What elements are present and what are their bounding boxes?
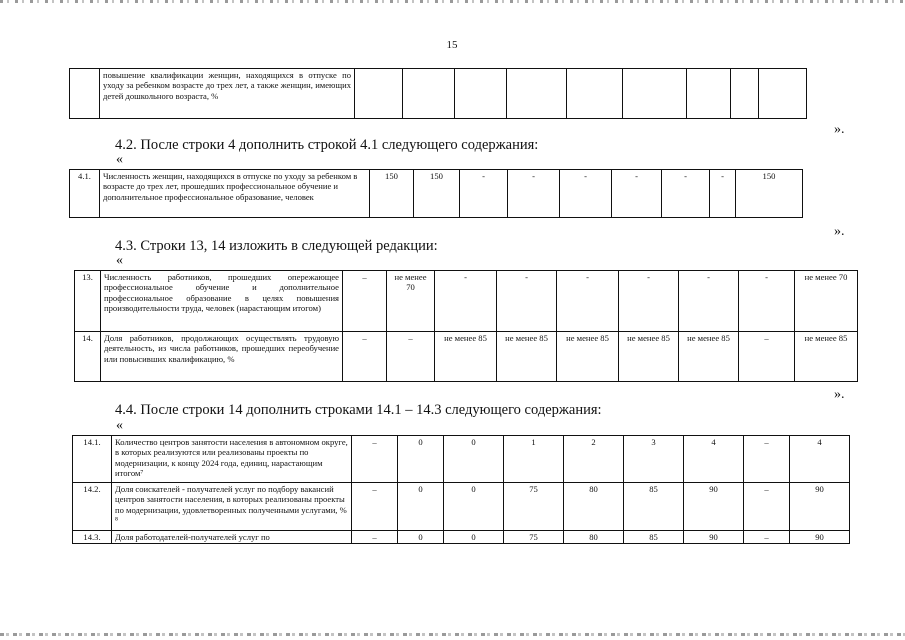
value-cell: 150 xyxy=(736,170,803,218)
value-cell: 85 xyxy=(624,531,684,544)
value-cell: 75 xyxy=(504,483,564,531)
value-cell: - xyxy=(435,271,497,332)
value-cell: не менее 85 xyxy=(795,332,858,382)
value-cell: 0 xyxy=(444,531,504,544)
table-row xyxy=(73,436,850,483)
section-heading-4-2: 4.2. После строки 4 дополнить строкой 4.1 следующего содержания: xyxy=(115,137,539,153)
value-cell: 85 xyxy=(624,483,684,531)
section-heading-4-4: 4.4. После строки 14 дополнить строками 14.1 – 14.3 следующего содержания: xyxy=(115,402,602,418)
value-cell: 90 xyxy=(684,531,744,544)
value-cell: 90 xyxy=(790,483,850,531)
value-cell: – xyxy=(387,332,435,382)
value-cell: – xyxy=(343,332,387,382)
value-cell: 150 xyxy=(370,170,414,218)
value-cell: не менее 70 xyxy=(387,271,435,332)
value-cell: не менее 85 xyxy=(435,332,497,382)
value-cell: - xyxy=(662,170,710,218)
opening-quote: « xyxy=(116,152,123,167)
value-cell: – xyxy=(352,436,398,483)
value-cell: - xyxy=(739,271,795,332)
page-number: 15 xyxy=(446,39,458,51)
value-cell xyxy=(687,69,731,119)
value-cell: - xyxy=(460,170,508,218)
value-cell: 3 xyxy=(624,436,684,483)
value-cell xyxy=(731,69,759,119)
value-cell: не менее 70 xyxy=(795,271,858,332)
value-cell: – xyxy=(744,531,790,544)
value-cell: - xyxy=(557,271,619,332)
value-cell: – xyxy=(343,271,387,332)
value-cell xyxy=(623,69,687,119)
scan-edge-top xyxy=(0,0,905,3)
value-cell: 90 xyxy=(790,531,850,544)
value-cell: 0 xyxy=(398,436,444,483)
row-number: 14.1. xyxy=(73,436,112,483)
value-cell: – xyxy=(352,531,398,544)
row-number: 14.3. xyxy=(73,531,112,544)
table-row xyxy=(75,271,858,332)
table-continuation xyxy=(69,68,807,119)
closing-quote: ». xyxy=(834,122,845,137)
value-cell: 0 xyxy=(398,483,444,531)
value-cell: - xyxy=(508,170,560,218)
value-cell: 2 xyxy=(564,436,624,483)
value-cell: не менее 85 xyxy=(619,332,679,382)
value-cell: 150 xyxy=(414,170,460,218)
row-description: Численность женщин, находящихся в отпуске по уходу за ребенком в возрасте до трех лет, прошедших профессиональное обучение и дополнительное профессиональное образование, человек xyxy=(100,170,370,218)
value-cell: не менее 85 xyxy=(679,332,739,382)
value-cell xyxy=(403,69,455,119)
row-number: 14.2. xyxy=(73,483,112,531)
table-row xyxy=(73,531,850,544)
scan-edge-bottom xyxy=(0,633,905,636)
row-description: Количество центров занятости населения в автономном округе, в которых реализуются или реализованы проекты по модернизации, к концу 2024 года, единиц, нарастающим итогом⁷ xyxy=(112,436,352,483)
value-cell: 80 xyxy=(564,531,624,544)
value-cell xyxy=(455,69,507,119)
row-number: 14. xyxy=(75,332,101,382)
value-cell: - xyxy=(497,271,557,332)
row-description: Численность работников, прошедших опережающее профессиональное обучение и дополнительное профессиональное образование в целях повышения производительности труда, человек (нарастающим итогом) xyxy=(101,271,343,332)
table-4-2 xyxy=(69,169,803,218)
value-cell: не менее 85 xyxy=(557,332,619,382)
row-number: 13. xyxy=(75,271,101,332)
table-row xyxy=(73,483,850,531)
value-cell: 0 xyxy=(398,531,444,544)
value-cell: – xyxy=(739,332,795,382)
value-cell: 75 xyxy=(504,531,564,544)
value-cell: 80 xyxy=(564,483,624,531)
section-heading-4-3: 4.3. Строки 13, 14 изложить в следующей редакции: xyxy=(115,238,438,254)
value-cell: 0 xyxy=(444,436,504,483)
value-cell: 4 xyxy=(790,436,850,483)
value-cell: - xyxy=(612,170,662,218)
closing-quote: ». xyxy=(834,224,845,239)
value-cell: – xyxy=(744,436,790,483)
row-description: Доля работодателей-получателей услуг по xyxy=(112,531,352,544)
closing-quote: ». xyxy=(834,387,845,402)
table-row xyxy=(75,332,858,382)
value-cell: - xyxy=(710,170,736,218)
value-cell xyxy=(355,69,403,119)
value-cell: - xyxy=(679,271,739,332)
value-cell: - xyxy=(560,170,612,218)
table-row xyxy=(70,69,807,119)
value-cell: – xyxy=(744,483,790,531)
row-description: повышение квалификации женщин, находящихся в отпуске по уходу за ребенком возрасте до трех лет, а также женщин, имеющих детей дошкольного возраста, % xyxy=(100,69,355,119)
value-cell xyxy=(507,69,567,119)
table-4-4 xyxy=(72,435,850,544)
row-description: Доля работников, продолжающих осуществлять трудовую деятельность, из числа работников, прошедших переобучение или повысивших квалификацию, % xyxy=(101,332,343,382)
value-cell: не менее 85 xyxy=(497,332,557,382)
table-4-3 xyxy=(74,270,858,382)
table-row xyxy=(70,170,803,218)
value-cell: 90 xyxy=(684,483,744,531)
row-number: 4.1. xyxy=(70,170,100,218)
value-cell: 1 xyxy=(504,436,564,483)
value-cell xyxy=(759,69,807,119)
value-cell: – xyxy=(352,483,398,531)
row-description: Доля соискателей - получателей услуг по подбору вакансий центров занятости населения, в которых реализованы проекты по модернизации, удовлетворенных полученными услугами, % ⁸ xyxy=(112,483,352,531)
value-cell xyxy=(567,69,623,119)
row-number xyxy=(70,69,100,119)
opening-quote: « xyxy=(116,253,123,268)
opening-quote: « xyxy=(116,418,123,433)
value-cell: 0 xyxy=(444,483,504,531)
value-cell: - xyxy=(619,271,679,332)
value-cell: 4 xyxy=(684,436,744,483)
